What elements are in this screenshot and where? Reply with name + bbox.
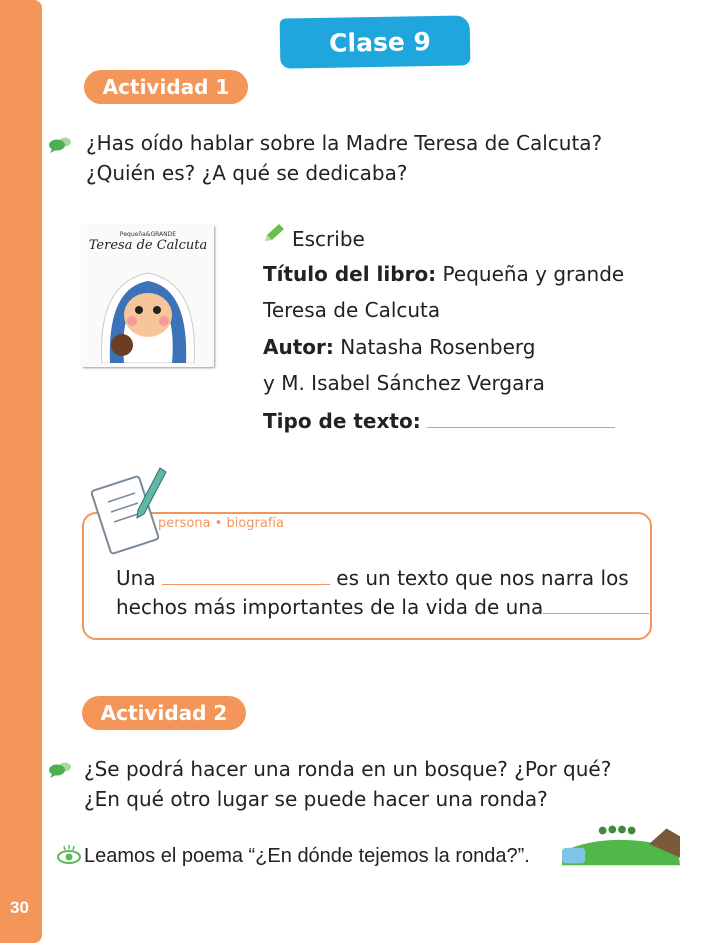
text-type-label: Tipo de texto: bbox=[263, 409, 421, 433]
eye-icon bbox=[56, 844, 82, 864]
question-1a: ¿Has oído hablar sobre la Madre Teresa de Calcuta? bbox=[86, 131, 603, 155]
sentence-blank-1[interactable] bbox=[162, 584, 330, 585]
activity-1-label: Actividad 1 bbox=[84, 70, 248, 104]
author-label: Autor: bbox=[263, 335, 334, 359]
speech-bubbles-icon bbox=[48, 761, 72, 779]
question-2b: ¿En qué otro lugar se puede hacer una ronda? bbox=[84, 787, 548, 811]
class-title: Clase 9 bbox=[280, 15, 471, 68]
book-cover-image bbox=[82, 225, 214, 367]
text-type-blank[interactable] bbox=[427, 427, 615, 428]
question-2a: ¿Se podrá hacer una ronda en un bosque? ¿Por qué? bbox=[84, 757, 612, 781]
meadow-illustration bbox=[562, 822, 680, 866]
sentence-blank-2[interactable] bbox=[543, 613, 649, 614]
book-series: Pequeña&GRANDE bbox=[119, 231, 177, 238]
speech-bubbles-icon bbox=[48, 136, 72, 154]
author-value-2: y M. Isabel Sánchez Vergara bbox=[263, 371, 545, 395]
pencil-icon bbox=[262, 222, 286, 244]
write-label: Escribe bbox=[292, 227, 365, 251]
book-cover-title: Teresa de Calcuta bbox=[88, 238, 208, 253]
title-value-1: Pequeña y grande bbox=[442, 262, 625, 286]
sentence-part-3: hechos más importantes de la vida de una bbox=[116, 595, 544, 619]
page-margin-band bbox=[0, 0, 42, 943]
title-value-2: Teresa de Calcuta bbox=[263, 298, 441, 322]
nun-illustration bbox=[82, 253, 214, 363]
author-value-1: Natasha Rosenberg bbox=[340, 335, 536, 359]
read-instruction: Leamos el poema “¿En dónde tejemos la ronda?”. bbox=[84, 845, 530, 867]
question-1b: ¿Quién es? ¿A qué se dedicaba? bbox=[86, 161, 408, 185]
activity-2-label: Actividad 2 bbox=[82, 696, 246, 730]
page-number: 30 bbox=[10, 898, 29, 917]
notebook-icon bbox=[90, 462, 170, 558]
sentence-part-1: Una bbox=[116, 566, 156, 590]
word-bank: persona • biografía bbox=[158, 516, 284, 531]
sentence-part-2: es un texto que nos narra los bbox=[336, 566, 629, 590]
title-label: Título del libro: bbox=[263, 262, 437, 286]
